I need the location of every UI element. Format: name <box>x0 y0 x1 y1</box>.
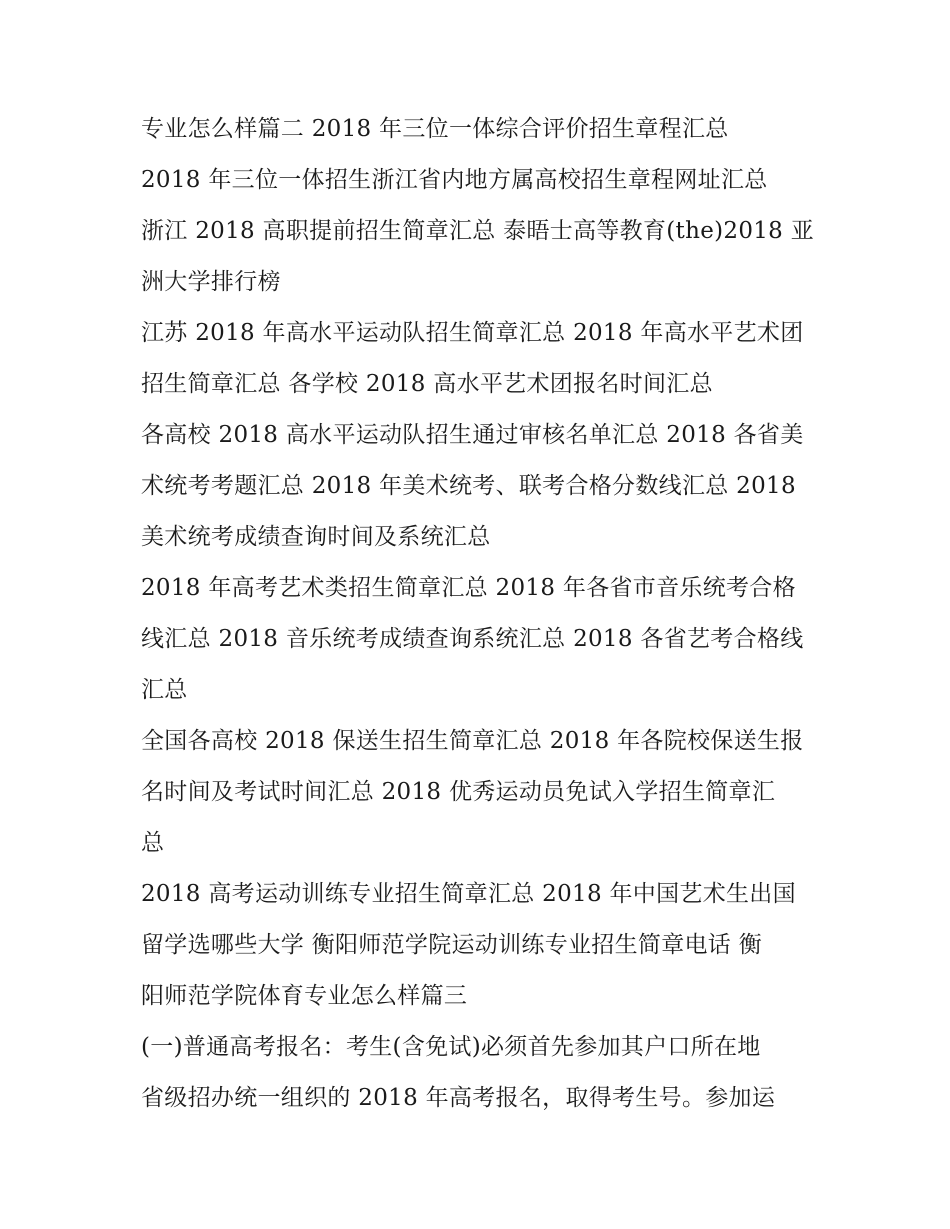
text-line: 专业怎么样篇二 2018 年三位一体综合评价招生章程汇总 <box>141 116 729 142</box>
text-line: 术统考考题汇总 2018 年美术统考、联考合格分数线汇总 2018 <box>141 473 796 499</box>
text-line: (一)普通高考报名：考生(含免试)必须首先参加其户口所在地 <box>141 1034 761 1060</box>
text-line: 线汇总 2018 音乐统考成绩查询系统汇总 2018 各省艺考合格线 <box>141 626 804 652</box>
text-line: 2018 年三位一体招生浙江省内地方属高校招生章程网址汇总 <box>141 167 768 193</box>
text-line: 江苏 2018 年高水平运动队招生简章汇总 2018 年高水平艺术团 <box>141 320 804 346</box>
text-line: 全国各高校 2018 保送生招生简章汇总 2018 年各院校保送生报 <box>141 728 804 754</box>
text-line: 浙江 2018 高职提前招生简章汇总 泰晤士高等教育(the)2018 亚 <box>141 218 815 244</box>
text-line: 阳师范学院体育专业怎么样篇三 <box>141 983 468 1009</box>
text-line: 洲大学排行榜 <box>141 269 281 295</box>
text-line: 省级招办统一组织的 2018 年高考报名，取得考生号。参加运 <box>141 1085 776 1111</box>
document-body <box>141 104 815 1124</box>
text-line: 各高校 2018 高水平运动队招生通过审核名单汇总 2018 各省美 <box>141 422 804 448</box>
text-line: 2018 年高考艺术类招生简章汇总 2018 年各省市音乐统考合格 <box>141 575 796 601</box>
text-line: 总 <box>141 830 165 856</box>
text-line: 美术统考成绩查询时间及系统汇总 <box>141 524 491 550</box>
text-line: 汇总 <box>141 677 188 703</box>
text-line: 招生简章汇总 各学校 2018 高水平艺术团报名时间汇总 <box>141 371 713 397</box>
text-line: 留学选哪些大学 衡阳师范学院运动训练专业招生简章电话 衡 <box>141 932 763 958</box>
text-line: 2018 高考运动训练专业招生简章汇总 2018 年中国艺术生出国 <box>141 881 796 907</box>
text-line: 名时间及考试时间汇总 2018 优秀运动员免试入学招生简章汇 <box>141 779 776 805</box>
